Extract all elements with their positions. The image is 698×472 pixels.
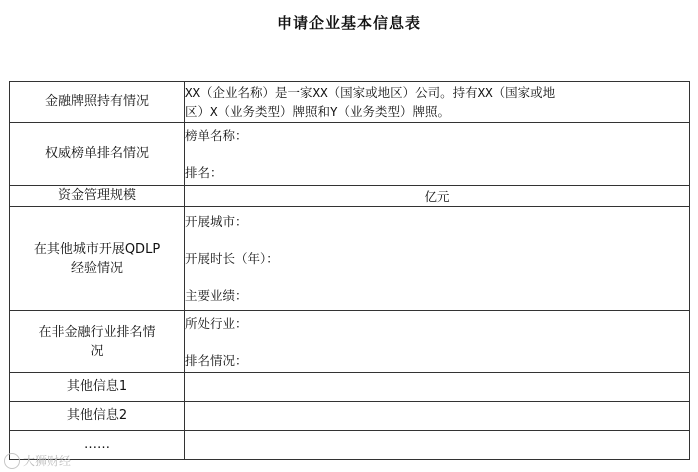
row-label-qdlp — [10, 207, 185, 311]
row-value-license[interactable] — [185, 82, 690, 123]
row-value-nonfinancial[interactable] — [185, 311, 690, 373]
license-line-1: XX（企业名称）是一家XX（国家或地区）公司。持有XX（国家或地 — [185, 85, 556, 100]
watermark-logo-icon — [4, 453, 20, 469]
table-row — [10, 402, 690, 431]
row-label-aum: 资金管理规模 — [10, 186, 185, 207]
qdlp-label-line-1: 在其他城市开展QDLP — [33, 241, 161, 257]
table-row — [10, 431, 690, 460]
nonfinancial-label-line-2: 况 — [90, 343, 104, 359]
row-value-other-2[interactable] — [185, 402, 690, 431]
nonfinancial-ranking: 排名情况： — [185, 352, 248, 368]
row-value-other-1[interactable] — [185, 373, 690, 402]
row-label-ranking: 权威榜单排名情况 — [10, 123, 185, 186]
row-value-ellipsis[interactable] — [185, 431, 690, 460]
watermark-text: 大狮财经 — [23, 454, 72, 468]
table-row — [10, 82, 690, 123]
license-line-2: 区）X（业务类型）牌照和Y（业务类型）牌照。 — [185, 104, 451, 119]
nonfinancial-label-line-1: 在非金融行业排名情 — [38, 324, 156, 340]
info-table — [9, 81, 690, 460]
nonfinancial-industry: 所处行业： — [185, 315, 248, 331]
qdlp-label-line-2: 经验情况 — [70, 260, 123, 276]
row-label-other-2: 其他信息2 — [10, 402, 185, 431]
table-row — [10, 123, 690, 186]
row-value-aum[interactable]: 亿元 — [185, 186, 690, 207]
table-row — [10, 311, 690, 373]
ranking-list-name: 榜单名称： — [185, 128, 248, 143]
form-title: 申请企业基本信息表 — [276, 14, 421, 32]
row-label-ellipsis: …… — [10, 431, 185, 460]
qdlp-duration: 开展时长（年）： — [185, 251, 279, 266]
row-label-other-1: 其他信息1 — [10, 373, 185, 402]
table-row — [10, 186, 690, 207]
row-value-ranking[interactable] — [185, 123, 690, 186]
qdlp-city: 开展城市： — [185, 214, 248, 229]
watermark — [4, 452, 71, 469]
row-label-nonfinancial — [10, 311, 185, 373]
table-row — [10, 373, 690, 402]
qdlp-performance: 主要业绩： — [185, 288, 248, 303]
row-label-license: 金融牌照持有情况 — [10, 82, 185, 123]
row-value-qdlp[interactable] — [185, 207, 690, 311]
table-row — [10, 207, 690, 311]
ranking-position: 排名： — [185, 165, 223, 180]
